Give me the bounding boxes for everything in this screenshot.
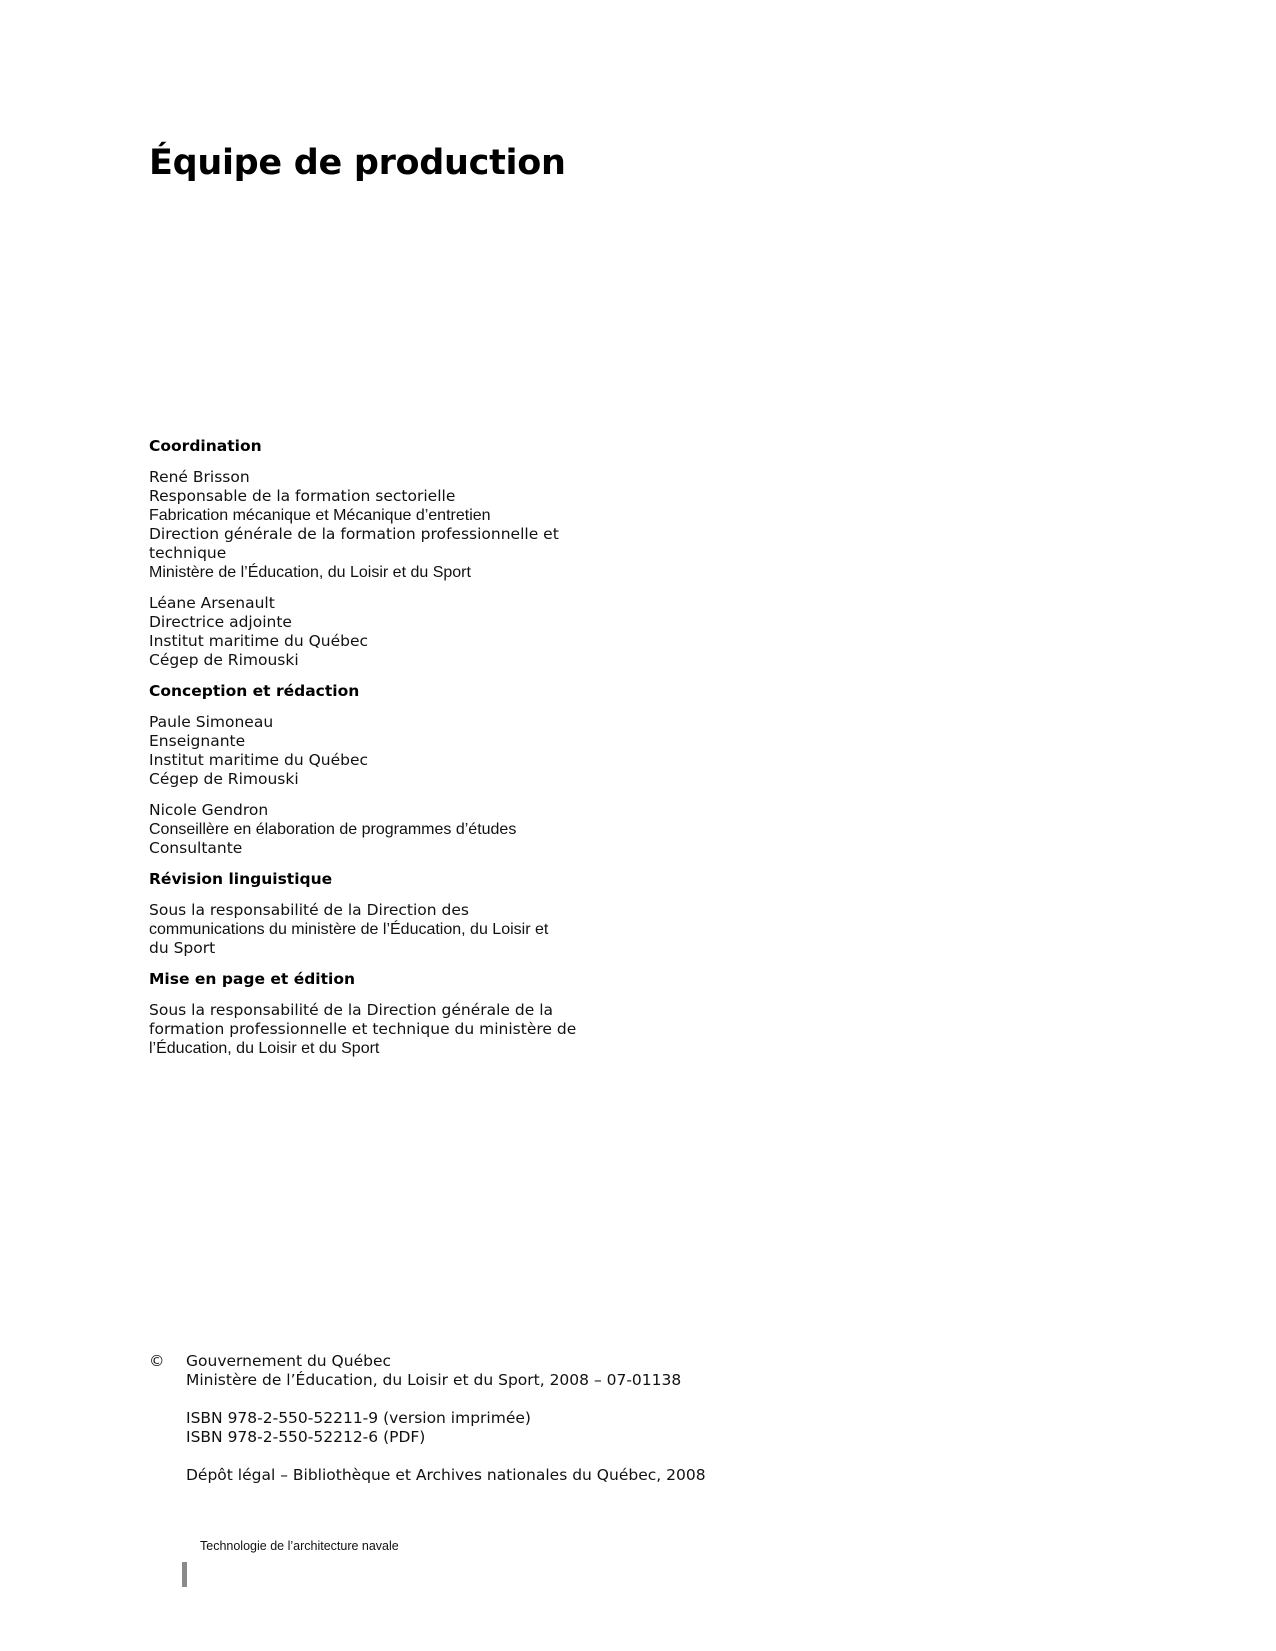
- person-name: René Brisson: [149, 468, 250, 486]
- section-conception: [149, 682, 579, 858]
- copyright-line: Ministère de l’Éducation, du Loisir et du Sport, 2008 – 07-01138: [186, 1371, 682, 1389]
- isbn-print: ISBN 978-2-550-52211-9 (version imprimée): [186, 1409, 531, 1427]
- credit-line: communications du ministère de l’Éducation, du Loisir et: [149, 921, 549, 938]
- section-heading: Coordination: [149, 437, 262, 455]
- credit-line: Sous la responsabilité de la Direction des: [149, 901, 469, 919]
- credits: [149, 437, 579, 1070]
- section-revision: [149, 870, 579, 958]
- credit-line: l’Éducation, du Loisir et du Sport: [149, 1040, 380, 1057]
- person-name: Paule Simoneau: [149, 713, 274, 731]
- isbn-paragraph: [186, 1409, 849, 1447]
- credit-line: du Sport: [149, 939, 216, 957]
- credit-line: Direction générale de la formation professionnelle et: [149, 525, 559, 543]
- credit-line: Conseillère en élaboration de programmes d’études: [149, 821, 517, 838]
- copyright-line: Gouvernement du Québec: [186, 1352, 391, 1370]
- credit-line: Institut maritime du Québec: [149, 751, 369, 769]
- footer-bar: [182, 1562, 187, 1587]
- credit-entry: [149, 713, 579, 789]
- section-coordination: [149, 437, 579, 670]
- copyright-symbol: ©: [149, 1352, 165, 1370]
- section-heading: Révision linguistique: [149, 870, 333, 888]
- copyright-text: [186, 1352, 849, 1485]
- person-name: Léane Arsenault: [149, 594, 275, 612]
- credit-line: Consultante: [149, 839, 243, 857]
- section-heading: Mise en page et édition: [149, 970, 356, 988]
- credit-line: Fabrication mécanique et Mécanique d’entretien: [149, 507, 491, 524]
- credit-line: Cégep de Rimouski: [149, 651, 299, 669]
- credit-line: formation professionnelle et technique du ministère de: [149, 1020, 577, 1038]
- credit-line: Ministère de l’Éducation, du Loisir et du Sport: [149, 564, 471, 581]
- credit-entry: [149, 801, 579, 858]
- page-title: Équipe de production: [149, 143, 566, 183]
- credit-line: Cégep de Rimouski: [149, 770, 299, 788]
- credit-entry: [149, 1001, 579, 1058]
- isbn-pdf: ISBN 978-2-550-52212-6 (PDF): [186, 1428, 426, 1446]
- credit-entry: [149, 468, 579, 582]
- copyright-block: [149, 1352, 849, 1504]
- copyright-paragraph: [186, 1352, 849, 1390]
- section-heading: Conception et rédaction: [149, 682, 360, 700]
- credit-line: technique: [149, 544, 227, 562]
- credit-line: Sous la responsabilité de la Direction générale de la: [149, 1001, 554, 1019]
- credit-entry: [149, 901, 579, 958]
- credit-line: Institut maritime du Québec: [149, 632, 369, 650]
- person-name: Nicole Gendron: [149, 801, 269, 819]
- credit-entry: [149, 594, 579, 670]
- section-mise-en-page: [149, 970, 579, 1058]
- footer-title: Technologie de l’architecture navale: [200, 1539, 399, 1553]
- legal-deposit-line: Dépôt légal – Bibliothèque et Archives nationales du Québec, 2008: [186, 1466, 706, 1484]
- legal-deposit: [186, 1466, 849, 1485]
- credit-line: Directrice adjointe: [149, 613, 292, 631]
- credit-line: Responsable de la formation sectorielle: [149, 487, 456, 505]
- credit-line: Enseignante: [149, 732, 246, 750]
